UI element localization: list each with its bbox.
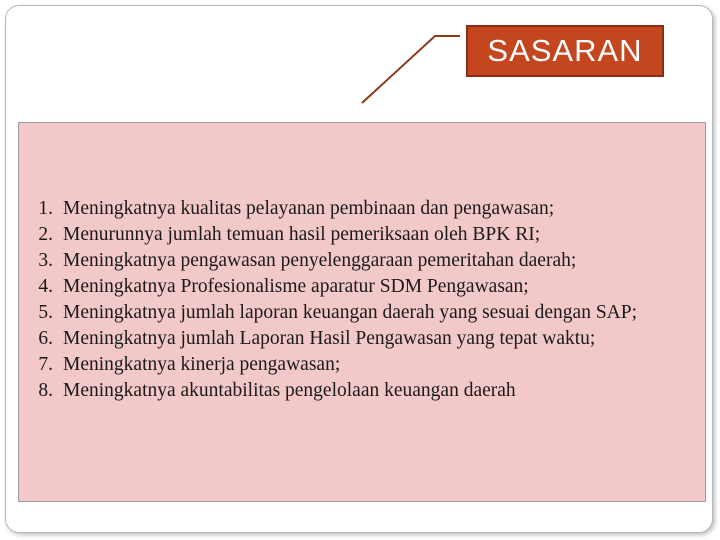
item-number: 4. [38,276,53,297]
item-text: Menurunnya jumlah temuan hasil pemeriksaan oleh BPK RI; [63,224,541,245]
target-list [29,196,693,404]
list-item [29,274,693,300]
item-number: 8. [38,380,53,401]
list-item [29,196,693,222]
item-number: 3. [38,250,53,271]
item-number: 2. [38,224,53,245]
item-number: 5. [38,302,53,323]
item-number: 6. [38,328,53,349]
content-box [18,122,706,502]
list-item [29,248,693,274]
list-item [29,222,693,248]
list-item [29,378,693,404]
item-text: Meningkatnya jumlah laporan keuangan daerah yang sesuai dengan SAP; [63,302,638,323]
list-item [29,326,693,352]
item-text: Meningkatnya jumlah Laporan Hasil Pengawasan yang tepat waktu; [63,328,596,349]
item-text: Meningkatnya akuntabilitas pengelolaan keuangan daerah [63,380,516,401]
slide-title: SASARAN [487,33,643,68]
item-text: Meningkatnya kinerja pengawasan; [63,354,341,375]
item-text: Meningkatnya kualitas pelayanan pembinaan dan pengawasan; [63,198,555,219]
list-item [29,352,693,378]
item-text: Meningkatnya Profesionalisme aparatur SDM Pengawasan; [63,276,529,297]
item-text: Meningkatnya pengawasan penyelenggaraan pemeritahan daerah; [63,250,577,271]
title-connector-line [355,30,465,110]
item-number: 1. [38,198,53,219]
item-number: 7. [38,354,53,375]
list-item [29,300,693,326]
title-box [466,25,664,77]
